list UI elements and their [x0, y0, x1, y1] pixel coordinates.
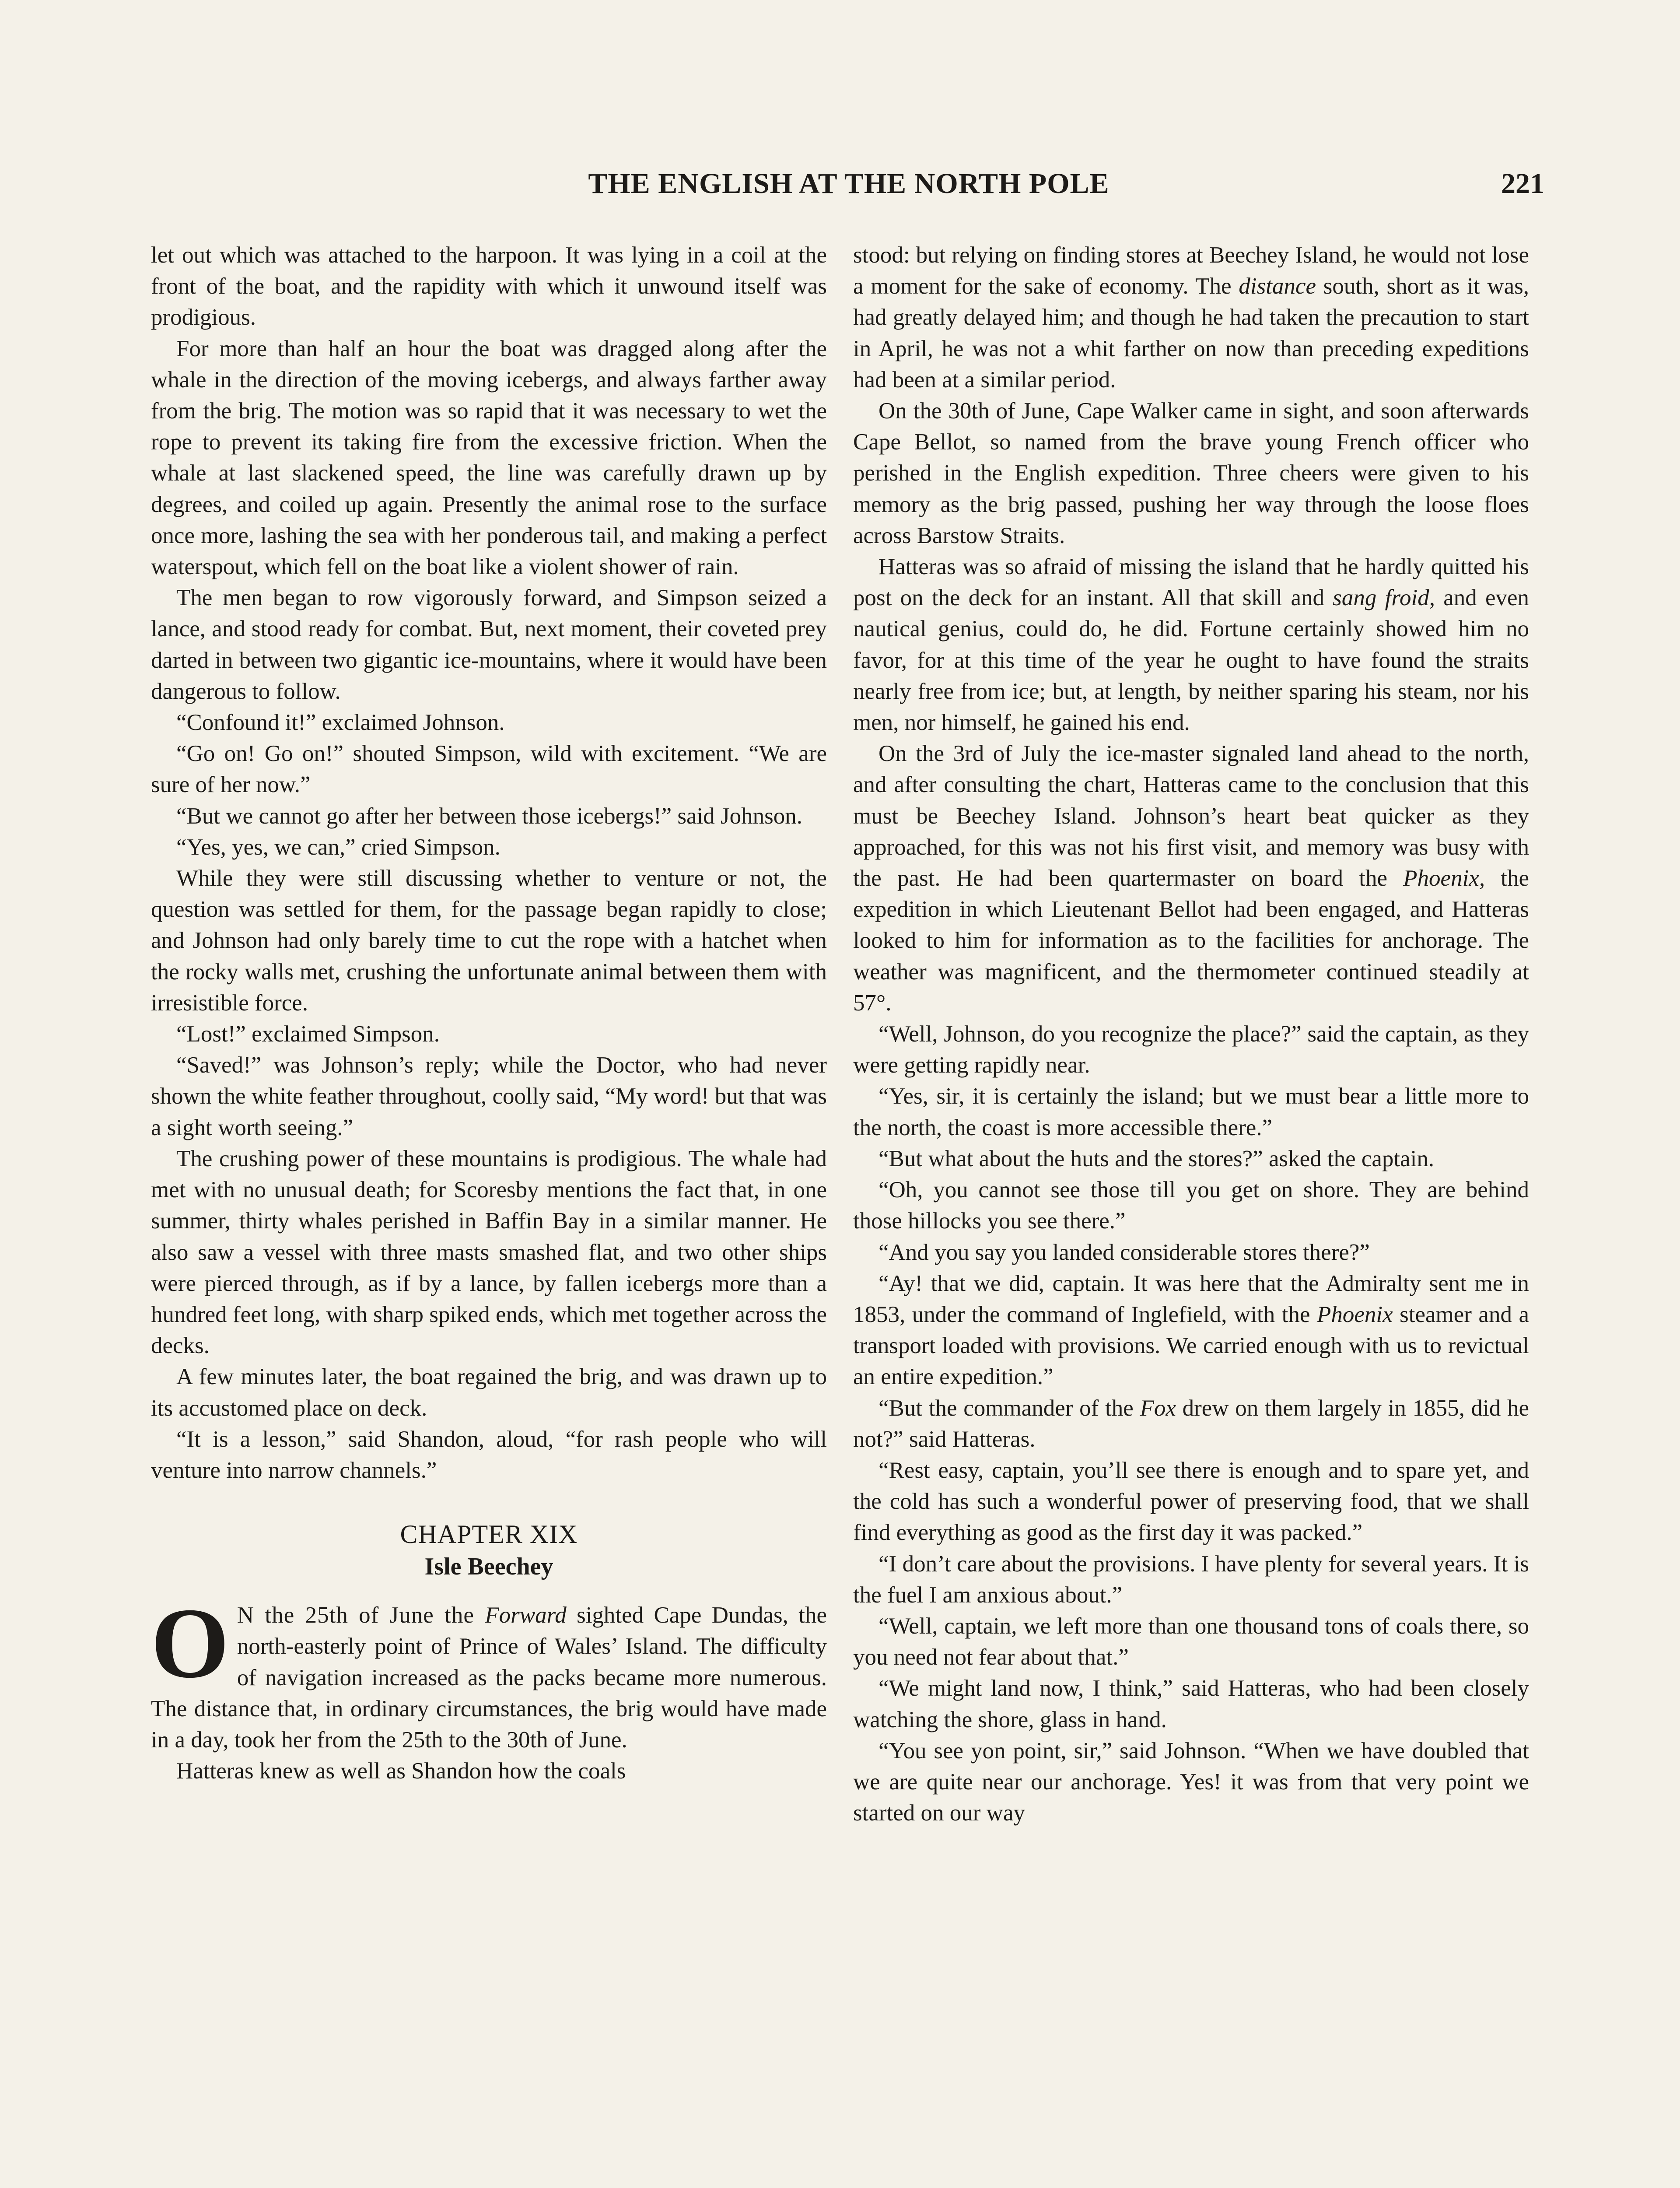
running-head — [153, 167, 1544, 211]
paragraph: “Saved!” was Johnson’s reply; while the Doctor, who had never shown the white feather throughout, coolly said, “My word! but that was a sight worth seeing.” — [151, 1052, 827, 1140]
text-span: drew on them largely in 1855, did he not?” said Hatteras. — [853, 1395, 1529, 1452]
italic-phrase: sang froid, — [1333, 585, 1435, 611]
text-span: stood: but relying on finding stores at Beechey Island, he would not lose a moment for the sake of economy. The — [853, 242, 1529, 299]
chapter-title: Isle Beechey — [424, 1553, 553, 1581]
ship-name: Forward — [485, 1602, 567, 1628]
paragraph: Hatteras knew as well as Shandon how the coals — [176, 1758, 626, 1784]
text-span: Hatteras was so afraid of missing the island that he hardly quitted his post on the deck for an instant. All that skill and — [853, 554, 1529, 611]
text-span: On the 3rd of July the ice-master signaled land ahead to the north, and after consulting the chart, Hatteras came to the conclusion that this must be Beechey Island. Johnson’s heart beat quicker as they approached, for this was not his first visit, and memory was busy with the past. He had been quartermaster on board the — [853, 741, 1529, 891]
paragraph: The crushing power of these mountains is prodigious. The whale had met with no unusual death; for Scoresby mentions the fact that, in one summer, thirty whales perished in Baffin Bay in a similar manner. He also saw a vessel with three masts smashed flat, and two other ships were pierced through, as if by a lance, by fallen icebergs more than a hundred feet long, with sharp spiked ends, which met together across the decks. — [151, 1146, 827, 1359]
paragraph: “We might land now, I think,” said Hatteras, who had been closely watching the shore, glass in hand. — [853, 1676, 1529, 1732]
page-number: 221 — [1501, 168, 1544, 200]
text-span: “Ay! that we did, captain. It was here that the Admiralty sent me in 1853, under the command of Inglefield, with the — [853, 1270, 1529, 1327]
paragraph: While they were still discussing whether to venture or not, the question was settled for them, for the passage began rapidly to close; and Johnson had only barely time to cut the rope with a hatchet when the rocky walls met, crushing the unfortunate animal between them with irresistible force. — [151, 866, 827, 1016]
paragraph — [853, 551, 1529, 738]
right-column — [853, 240, 1529, 1829]
text-span: steamer and a transport loaded with provisions. We carried enough with us to revictual an entire expedition.” — [853, 1301, 1529, 1390]
paragraph: “But what about the huts and the stores?” asked the captain. — [878, 1146, 1435, 1171]
paragraph: “But we cannot go after her between those icebergs!” said Johnson. — [176, 803, 803, 829]
ship-name: Phoenix, — [1403, 866, 1485, 891]
paragraph: “Yes, sir, it is certainly the island; but we must bear a little more to the north, the coast is more accessible there.” — [853, 1083, 1529, 1140]
ship-name: Fox — [1140, 1395, 1176, 1421]
text-span: south, short as it was, had greatly delayed him; and though he had taken the precaution to start in April, he was not a whit farther on now than preceding expeditions had been at a similar period. — [853, 274, 1529, 393]
paragraph — [853, 240, 1529, 396]
paragraph: “Confound it!” exclaimed Johnson. — [176, 710, 505, 736]
paragraph: “Rest easy, captain, you’ll see there is enough and to spare yet, and the cold has such a wonderful power of preserving food, that we shall find everything as good as the first day it was packed.” — [853, 1457, 1529, 1546]
paragraph: The men began to row vigorously forward, and Simpson seized a lance, and stood ready for combat. But, next moment, their coveted prey darted in between two gigantic ice-mountains, where it would have been dangerous to follow. — [151, 585, 827, 704]
text-span: sighted Cape Dundas, the north-easterly point of Prince of Wales’ Island. The difficulty of navigation increased as the packs became more numerous. The distance that, in ordinary circumstances, the brig would have made in a day, took her from the 25th to the 30th of June. — [151, 1602, 827, 1753]
paragraph: “It is a lesson,” said Shandon, aloud, “for rash people who will venture into narrow channels.” — [151, 1426, 827, 1483]
left-column — [151, 240, 827, 1787]
paragraph — [853, 1393, 1529, 1455]
paragraph: A few minutes later, the boat regained the brig, and was drawn up to its accustomed place on deck. — [151, 1364, 827, 1421]
paragraph: On the 30th of June, Cape Walker came in sight, and soon afterwards Cape Bellot, so named from the brave young French officer who perished in the English expedition. Three cheers were given to his memory as the brig passed, pushing her way through the loose floes across Barstow Straits. — [853, 398, 1529, 548]
paragraph: For more than half an hour the boat was dragged along after the whale in the direction of the moving icebergs, and always farther away from the brig. The motion was so rapid that it was necessary to wet the rope to prevent its taking fire from the excessive friction. When the whale at last slackened speed, the line was carefully drawn up by degrees, and coiled up again. Presently the animal rose to the surface once more, lashing the sea with her ponderous tail, and making a perfect waterspout, which fell on the boat like a violent shower of rain. — [151, 336, 827, 580]
paragraph: let out which was attached to the harpoon. It was lying in a coil at the front of the boat, and the rapidity with which it unwound itself was prodigious. — [151, 242, 827, 330]
italic-word: distance — [1239, 274, 1316, 299]
chapter-number: CHAPTER XIX — [400, 1520, 578, 1549]
drop-cap: O — [151, 1587, 229, 1699]
paragraph — [853, 738, 1529, 1019]
paragraph: “Well, captain, we left more than one thousand tons of coals there, so you need not fear about that.” — [853, 1613, 1529, 1670]
paragraph: “You see yon point, sir,” said Johnson. “When we have doubled that we are quite near our anchorage. Yes! it was from that very point we started on our way — [853, 1738, 1529, 1826]
text-span: the expedition in which Lieutenant Bellot had been engaged, and Hatteras looked to him for information as to the facilities for anchorage. The weather was magnificent, and the thermometer continued steadily at 57°. — [853, 866, 1530, 1016]
paragraph: “Yes, yes, we can,” cried Simpson. — [176, 834, 500, 860]
paragraph: “Well, Johnson, do you recognize the place?” said the captain, as they were getting rapidly near. — [853, 1021, 1529, 1078]
text-span: N the 25th of June the — [237, 1602, 485, 1628]
running-title: THE ENGLISH AT THE NORTH POLE — [588, 168, 1110, 200]
chapter-opening-paragraph — [151, 1587, 827, 1756]
ship-name: Phoenix — [1317, 1301, 1393, 1327]
paragraph: “Go on! Go on!” shouted Simpson, wild with excitement. “We are sure of her now.” — [151, 741, 827, 798]
paragraph: “And you say you landed considerable stores there?” — [878, 1239, 1370, 1265]
paragraph — [853, 1268, 1529, 1393]
chapter-heading — [151, 1518, 827, 1582]
text-span: “But the commander of the — [878, 1395, 1140, 1421]
paragraph: “Oh, you cannot see those till you get on shore. They are behind those hillocks you see there.” — [853, 1177, 1529, 1234]
paragraph: “I don’t care about the provisions. I have plenty for several years. It is the fuel I am anxious about.” — [853, 1551, 1529, 1608]
text-span: and even nautical genius, could do, he did. Fortune certainly showed him no favor, for at this time of the year he ought to have found the straits nearly free from ice; but, at length, by neither sparing his steam, nor his men, nor himself, he gained his end. — [853, 585, 1529, 736]
paragraph: “Lost!” exclaimed Simpson. — [176, 1021, 440, 1047]
